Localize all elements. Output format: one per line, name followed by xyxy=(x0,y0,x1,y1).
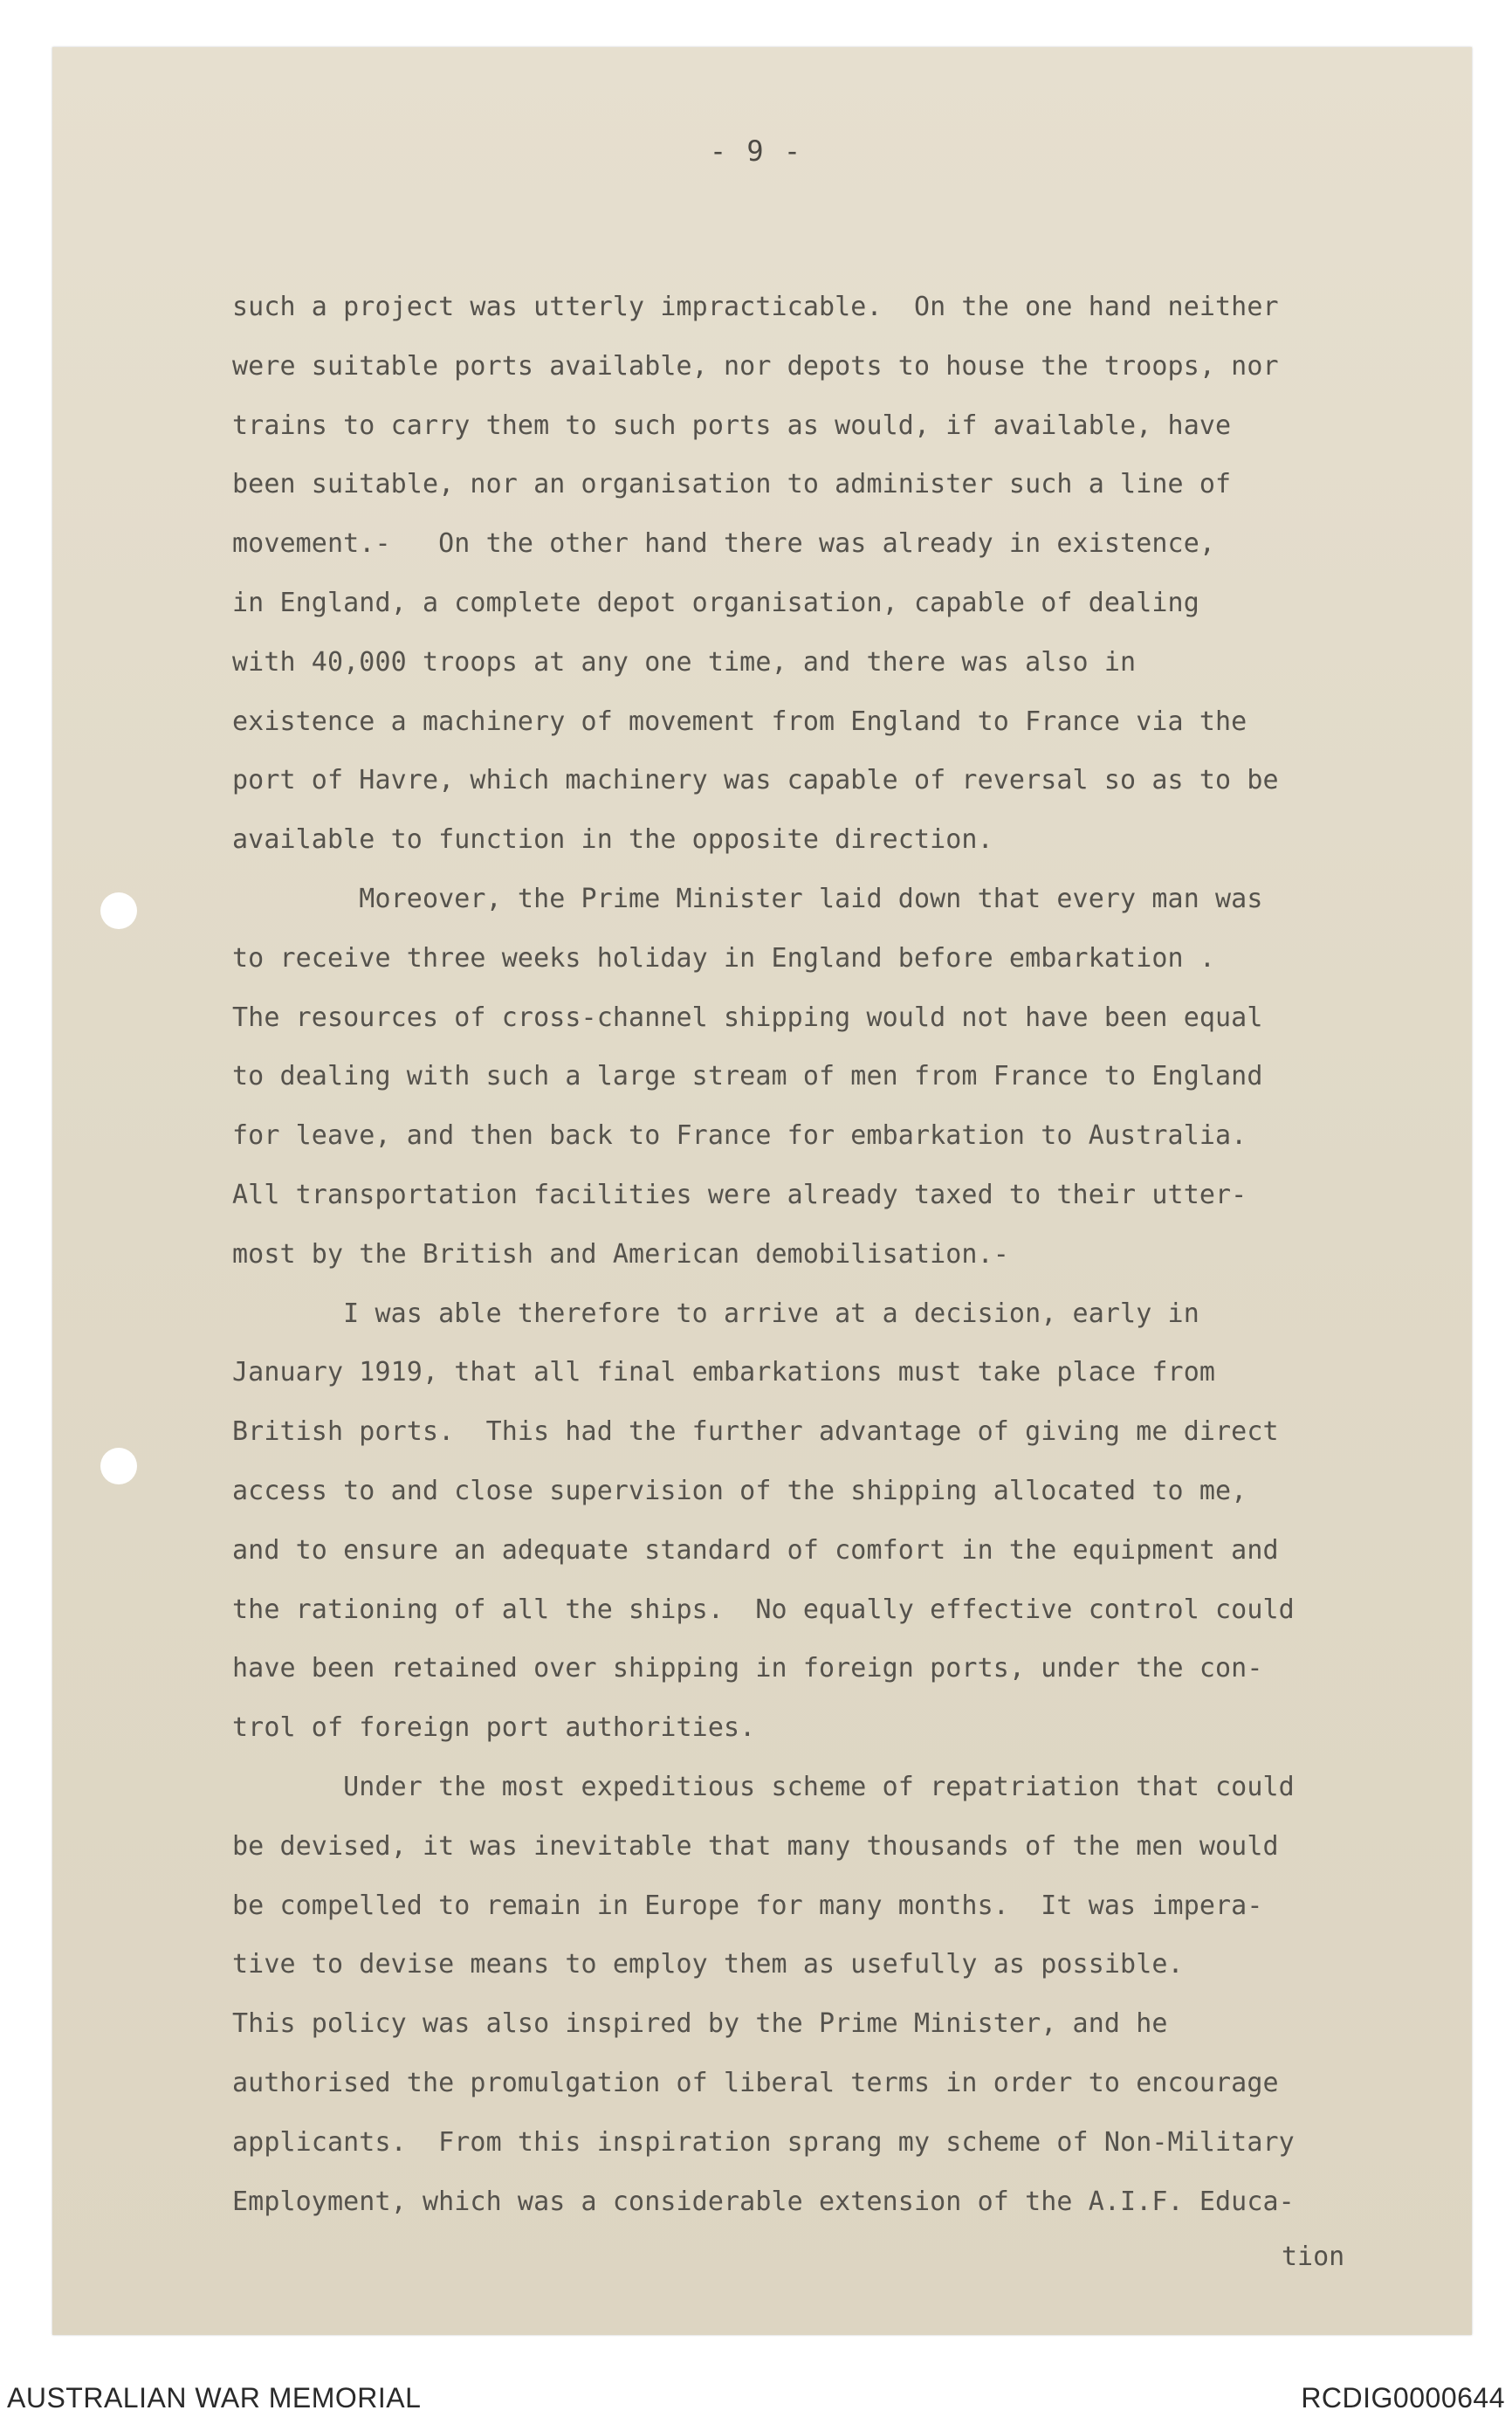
text-line: trol of foreign port authorities. xyxy=(232,1712,756,1744)
text-line: trains to carry them to such ports as would, if available, have xyxy=(232,410,1232,441)
text-line: Moreover, the Prime Minister laid down that every man was xyxy=(232,883,1263,914)
text-line: to dealing with such a large stream of men from France to England xyxy=(232,1061,1263,1092)
text-line: and to ensure an adequate standard of comfort in the equipment and xyxy=(232,1534,1279,1566)
text-line: January 1919, that all final embarkations must take place from xyxy=(232,1357,1216,1388)
text-line: Under the most expeditious scheme of repatriation that could xyxy=(232,1771,1295,1802)
archive-credit: AUSTRALIAN WAR MEMORIAL xyxy=(7,2382,422,2414)
text-line: most by the British and American demobilisation.- xyxy=(232,1238,1009,1270)
text-line: with 40,000 troops at any one time, and there was also in xyxy=(232,646,1137,678)
document-id: RCDIG0000644 xyxy=(1301,2382,1505,2414)
text-line: were suitable ports available, nor depots to house the troops, nor xyxy=(232,350,1279,382)
text-line: The resources of cross-channel shipping would not have been equal xyxy=(232,1002,1263,1033)
page-number: - 9 - xyxy=(709,134,803,168)
text-line: port of Havre, which machinery was capable of reversal so as to be xyxy=(232,765,1279,796)
text-line: have been retained over shipping in foreign ports, under the con- xyxy=(232,1653,1263,1684)
text-line: applicants. From this inspiration sprang my scheme of Non-Military xyxy=(232,2126,1295,2158)
text-line: such a project was utterly impracticable. On the one hand neither xyxy=(232,292,1279,322)
punch-hole-bottom xyxy=(100,1448,137,1484)
text-line: for leave, and then back to France for embarkation to Australia. xyxy=(232,1120,1247,1152)
punch-hole-top xyxy=(100,892,137,929)
text-line: existence a machinery of movement from England to France via the xyxy=(232,706,1247,737)
text-line: been suitable, nor an organisation to administer such a line of xyxy=(232,469,1232,500)
text-line: I was able therefore to arrive at a decision, early in xyxy=(232,1298,1199,1329)
text-line: All transportation facilities were already taxed to their utter- xyxy=(232,1179,1247,1210)
text-line: This policy was also inspired by the Prime Minister, and he xyxy=(232,2008,1168,2040)
text-line: access to and close supervision of the shipping allocated to me, xyxy=(232,1475,1247,1506)
text-line: British ports. This had the further advantage of giving me direct xyxy=(232,1416,1279,1448)
text-line: tive to devise means to employ them as usefully as possible. xyxy=(232,1949,1184,1980)
text-line: be devised, it was inevitable that many thousands of the men would xyxy=(232,1830,1279,1862)
text-line: in England, a complete depot organisation, capable of dealing xyxy=(232,587,1199,618)
text-line: available to function in the opposite direction. xyxy=(232,824,993,856)
body-text xyxy=(232,278,1419,2231)
text-line: to receive three weeks holiday in England before embarkation . xyxy=(232,942,1216,974)
text-line: be compelled to remain in Europe for many months. It was impera- xyxy=(232,1890,1263,1921)
text-line: authorised the promulgation of liberal terms in order to encourage xyxy=(232,2067,1279,2098)
text-line: Employment, which was a considerable extension of the A.I.F. Educa- xyxy=(232,2186,1295,2217)
catchword: tion xyxy=(1282,2242,1345,2272)
text-line: movement.- On the other hand there was already in existence, xyxy=(232,528,1216,560)
text-line: the rationing of all the ships. No equally effective control could xyxy=(232,1594,1295,1625)
